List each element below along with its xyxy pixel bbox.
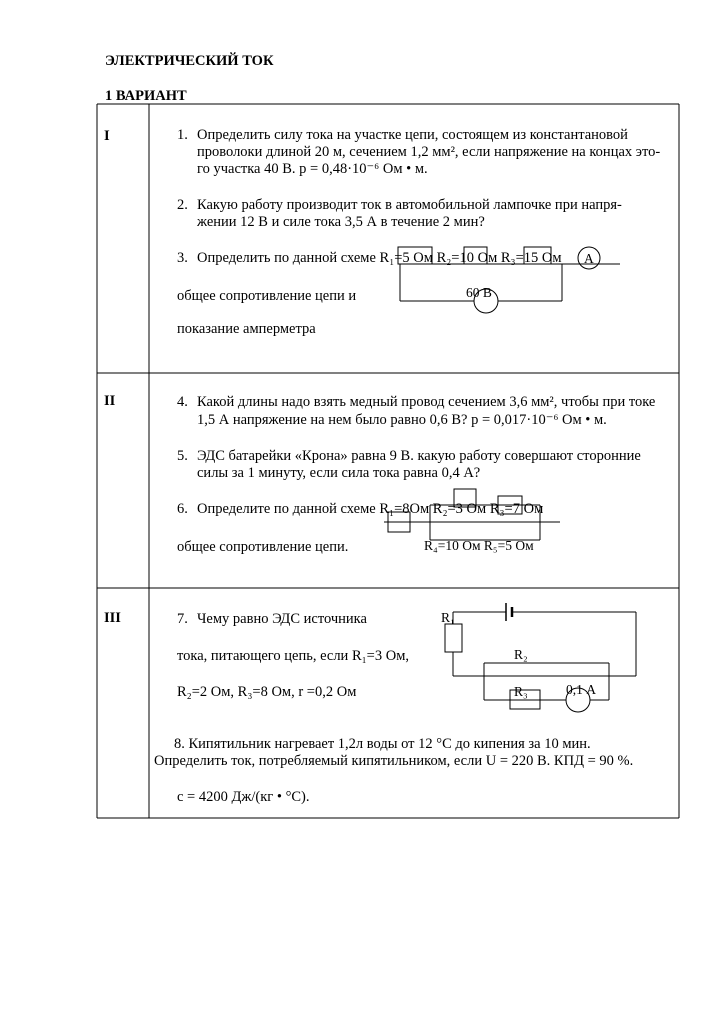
question-1-number: 1. <box>177 127 188 143</box>
question-5-line-2: силы за 1 минуту, если сила тока равна 0,4 А? <box>197 465 481 481</box>
question-5-line-1: ЭДС батарейки «Крона» равна 9 В. какую работу совершают сторонние <box>197 448 641 464</box>
circuit-1-voltage: 60 В <box>466 285 492 300</box>
question-2-number: 2. <box>177 197 188 213</box>
circuit-3-current-label: 0,1 А <box>566 682 596 697</box>
question-1-line-2: проволоки длиной 20 м, сечением 1,2 мм², если напряжение на концах это- <box>197 144 661 160</box>
question-3-extra-1: общее сопротивление цепи и <box>177 288 357 304</box>
question-6-extra-1: общее сопротивление цепи. <box>177 539 349 555</box>
worksheet-title: ЭЛЕКТРИЧЕСКИЙ ТОК <box>105 53 274 69</box>
circuit-3-r1-label: R₁ <box>441 610 455 625</box>
question-5-number: 5. <box>177 448 188 464</box>
question-8-line-3: c = 4200 Дж/(кг • °С). <box>177 789 310 805</box>
question-4-line-1: Какой длины надо взять медный провод сечением 3,6 мм², чтобы при токе <box>197 394 656 410</box>
circuit-2-r4-r5-label: R₄=10 Ом R₅=5 Ом <box>424 538 534 553</box>
question-1-line-1: Определить силу тока на участке цепи, состоящем из константановой <box>197 127 628 143</box>
question-8-line-2: Определить ток, потребляемый кипятильником, если U = 220 В. КПД = 90 %. <box>154 753 634 769</box>
question-7-number: 7. <box>177 611 188 627</box>
question-1-line-3: го участка 40 В. p = 0,48·10⁻⁶ Ом • м. <box>197 161 428 177</box>
question-8-line-1: 8. Кипятильник нагревает 1,2л воды от 12 °С до кипения за 10 мин. <box>174 736 591 752</box>
question-7-extra-2: R₂=2 Ом, R₃=8 Ом, r =0,2 Ом <box>177 684 357 700</box>
circuit-3-r3-label: R₃ <box>514 684 528 699</box>
circuit-3-r2-label: R₂ <box>514 647 528 662</box>
section-label-i: I <box>104 128 110 144</box>
question-2-line-1: Какую работу производит ток в автомобильной лампочке при напря- <box>197 197 622 213</box>
question-2-line-2: жении 12 В и силе тока 3,5 А в течение 2 мин? <box>197 214 485 230</box>
question-4-number: 4. <box>177 394 188 410</box>
question-3-extra-2: показание амперметра <box>177 321 316 337</box>
question-6-number: 6. <box>177 501 188 517</box>
question-7-extra-1: тока, питающего цепь, если R₁=3 Ом, <box>177 648 409 664</box>
question-7-line-1: Чему равно ЭДС источника <box>197 611 367 627</box>
question-6-line-1: Определите по данной схеме R₁=8Ом R₂=3 Ом R₃=7 Ом <box>197 501 544 517</box>
section-label-iii: III <box>104 610 121 626</box>
question-3-number: 3. <box>177 250 188 266</box>
variant-label: 1 ВАРИАНТ <box>105 88 187 104</box>
section-label-ii: II <box>104 393 116 409</box>
question-3-line-1: Определить по данной схеме R₁=5 Ом R₂=10 Ом R₃=15 Ом <box>197 250 562 266</box>
question-4-line-2: 1,5 А напряжение на нем было равно 0,6 В? p = 0,017·10⁻⁶ Ом • м. <box>197 412 607 428</box>
ammeter-label: А <box>584 251 594 266</box>
resistor-r1-symbol <box>445 624 462 652</box>
